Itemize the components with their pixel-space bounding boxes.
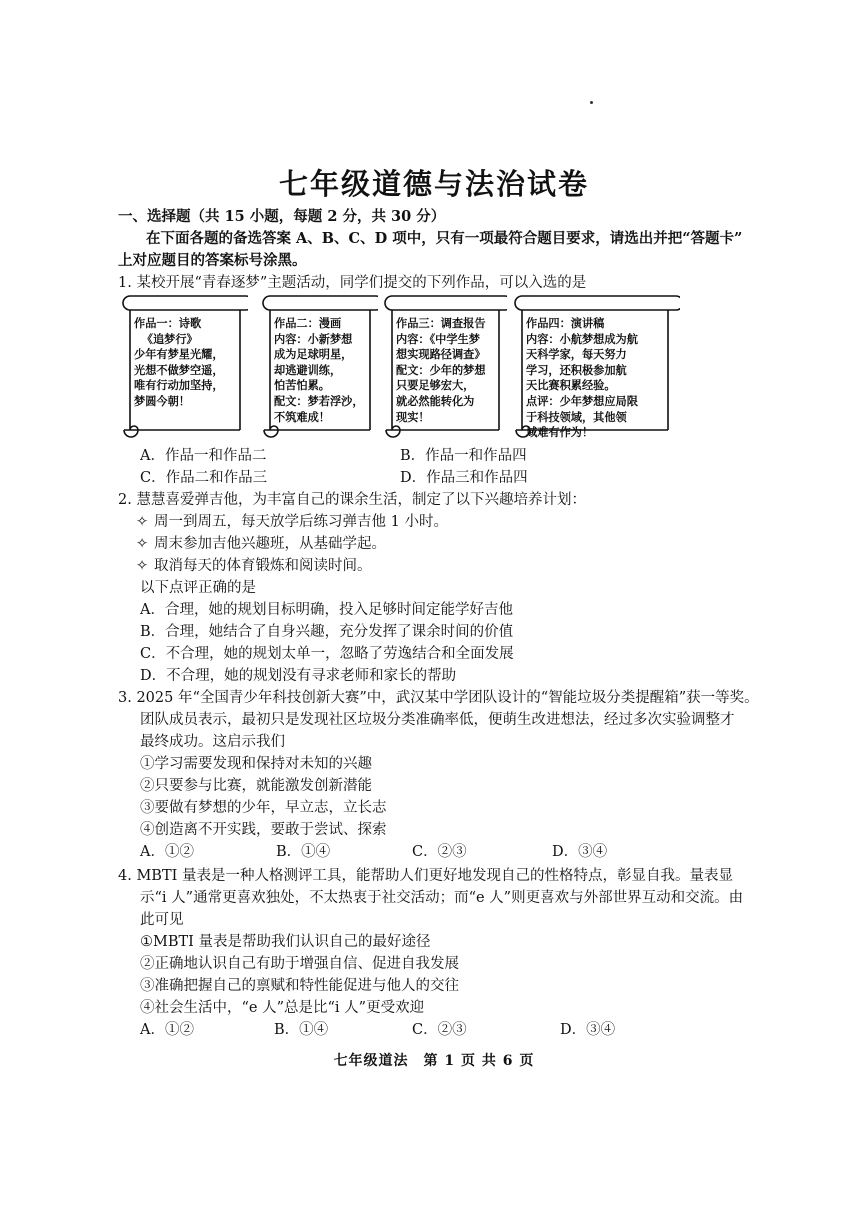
work-card-1 <box>120 290 248 440</box>
work-card-2 <box>260 290 378 440</box>
q4-option-a[interactable]: A．①② <box>140 1022 194 1038</box>
q2-option-b[interactable]: B．合理，她结合了自身兴趣，充分发挥了课余时间的价值 <box>140 624 514 640</box>
q4-option-d[interactable]: D．③④ <box>560 1022 616 1038</box>
q4-item: ④社会生活中，“e 人”总是比“i 人”更受欢迎 <box>140 1000 425 1016</box>
q2-plan-text: 周一到周五，每天放学后练习弹吉他 1 小时。 <box>154 514 448 530</box>
q3-option-d[interactable]: D．③④ <box>552 844 608 860</box>
work-card-4 <box>512 290 680 440</box>
q2-plan-item <box>136 534 386 554</box>
q4-item: ②正确地认识自己有助于增强自信、促进自我发展 <box>140 956 459 972</box>
q2-prompt: 以下点评正确的是 <box>140 580 256 596</box>
work-card-3 <box>382 290 507 440</box>
q3-item: ①学习需要发现和保持对未知的兴趣 <box>140 756 372 772</box>
q4-stem-line-1: 4. MBTI 量表是一种人格测评工具，能帮助人们更好地发现自己的性格特点，彰显自我。量表显 <box>118 868 733 884</box>
q2-plan-text: 取消每天的体育锻炼和阅读时间。 <box>154 558 372 574</box>
scan-speck <box>590 101 593 104</box>
q1-stem: 1. 某校开展“青春逐梦”主题活动，同学们提交的下列作品，可以入选的是 <box>118 275 587 291</box>
q2-plan-text: 周末参加吉他兴趣班，从基础学起。 <box>154 536 386 552</box>
page-footer: 七年级道法 第 1 页 共 6 页 <box>333 1053 535 1069</box>
q3-item: ④创造离不开实践，要敢于尝试、探索 <box>140 822 387 838</box>
q1-option-c[interactable]: C．作品二和作品三 <box>140 470 268 486</box>
diamond-bullet-icon: ✧ <box>136 558 149 574</box>
q2-option-c[interactable]: C．不合理，她的规划太单一，忽略了劳逸结合和全面发展 <box>140 646 514 662</box>
diamond-bullet-icon: ✧ <box>136 514 149 530</box>
q1-option-d[interactable]: D．作品三和作品四 <box>400 470 528 486</box>
q3-item: ③要做有梦想的少年，早立志，立长志 <box>140 800 387 816</box>
q3-option-b[interactable]: B．①④ <box>276 844 331 860</box>
q4-option-b[interactable]: B．①④ <box>274 1022 329 1038</box>
section-heading: 一、选择题（共 15 小题，每题 2 分，共 30 分） <box>118 208 446 225</box>
instructions-line-1: 在下面各题的备选答案 A、B、C、D 项中，只有一项最符合题目要求，请选出并把“答题卡” <box>146 230 743 247</box>
q2-stem: 2. 慧慧喜爱弹吉他，为丰富自己的课余生活，制定了以下兴趣培养计划： <box>118 492 586 508</box>
q3-option-a[interactable]: A．①② <box>140 844 194 860</box>
q3-stem-line-1: 3. 2025 年“全国青少年科技创新大赛”中，武汉某中学团队设计的“智能垃圾分类提醒箱”获一等奖。 <box>118 690 759 706</box>
q3-option-c[interactable]: C．②③ <box>412 844 467 860</box>
work-2-text: 作品二：漫画 内容：小新梦想 成为足球明星， 却逃避训练， 怕苦怕累。 配文：梦若浮沙， 不筑难成！ <box>274 317 364 424</box>
q3-stem-line-2: 团队成员表示，最初只是发现社区垃圾分类准确率低，便萌生改进想法，经过多次实验调整才 <box>140 712 735 728</box>
q4-option-c[interactable]: C．②③ <box>412 1022 467 1038</box>
q2-option-a[interactable]: A．合理，她的规划目标明确，投入足够时间定能学好吉他 <box>140 602 513 618</box>
q4-stem-line-2: 示“i 人”通常更喜欢独处，不太热衷于社交活动；而“e 人”则更喜欢与外部世界互动和交流。由 <box>140 890 744 906</box>
q2-plan-item <box>136 556 372 576</box>
q1-works <box>120 290 680 440</box>
q3-stem-line-3: 最终成功。这启示我们 <box>140 734 285 750</box>
page-title: 七年级道德与法治试卷 <box>278 167 589 201</box>
q1-option-a[interactable]: A．作品一和作品二 <box>140 448 267 464</box>
work-3-text: 作品三：调查报告 内容：《中学生梦 想实现路径调查》 配文：少年的梦想 只要足够宏大， 就必然能转化为 现实！ <box>396 317 486 424</box>
work-4-text: 作品四：演讲稿 内容：小航梦想成为航 天科学家，每天努力 学习，还积极参加航 天比赛积累经验。 点评：少年梦想应局限 于科技领域，其他领 域难有作为！ <box>526 317 638 440</box>
work-1-text: 作品一：诗歌 《追梦行》 少年有梦星光耀， 光想不做梦空遥， 唯有行动加坚持， 梦圆今朝！ <box>134 317 224 408</box>
q2-option-d[interactable]: D．不合理，她的规划没有寻求老师和家长的帮助 <box>140 668 457 684</box>
q2-plan-item <box>136 512 448 532</box>
instructions-line-2: 上对应题目的答案标号涂黑。 <box>118 252 307 269</box>
q1-option-b[interactable]: B．作品一和作品四 <box>400 448 527 464</box>
q4-stem-line-3: 此可见 <box>140 912 184 928</box>
q3-item: ②只要参与比赛，就能激发创新潜能 <box>140 778 372 794</box>
diamond-bullet-icon: ✧ <box>136 536 149 552</box>
q4-item: ①MBTI 量表是帮助我们认识自己的最好途径 <box>140 934 431 950</box>
q4-item: ③准确把握自己的禀赋和特性能促进与他人的交往 <box>140 978 459 994</box>
